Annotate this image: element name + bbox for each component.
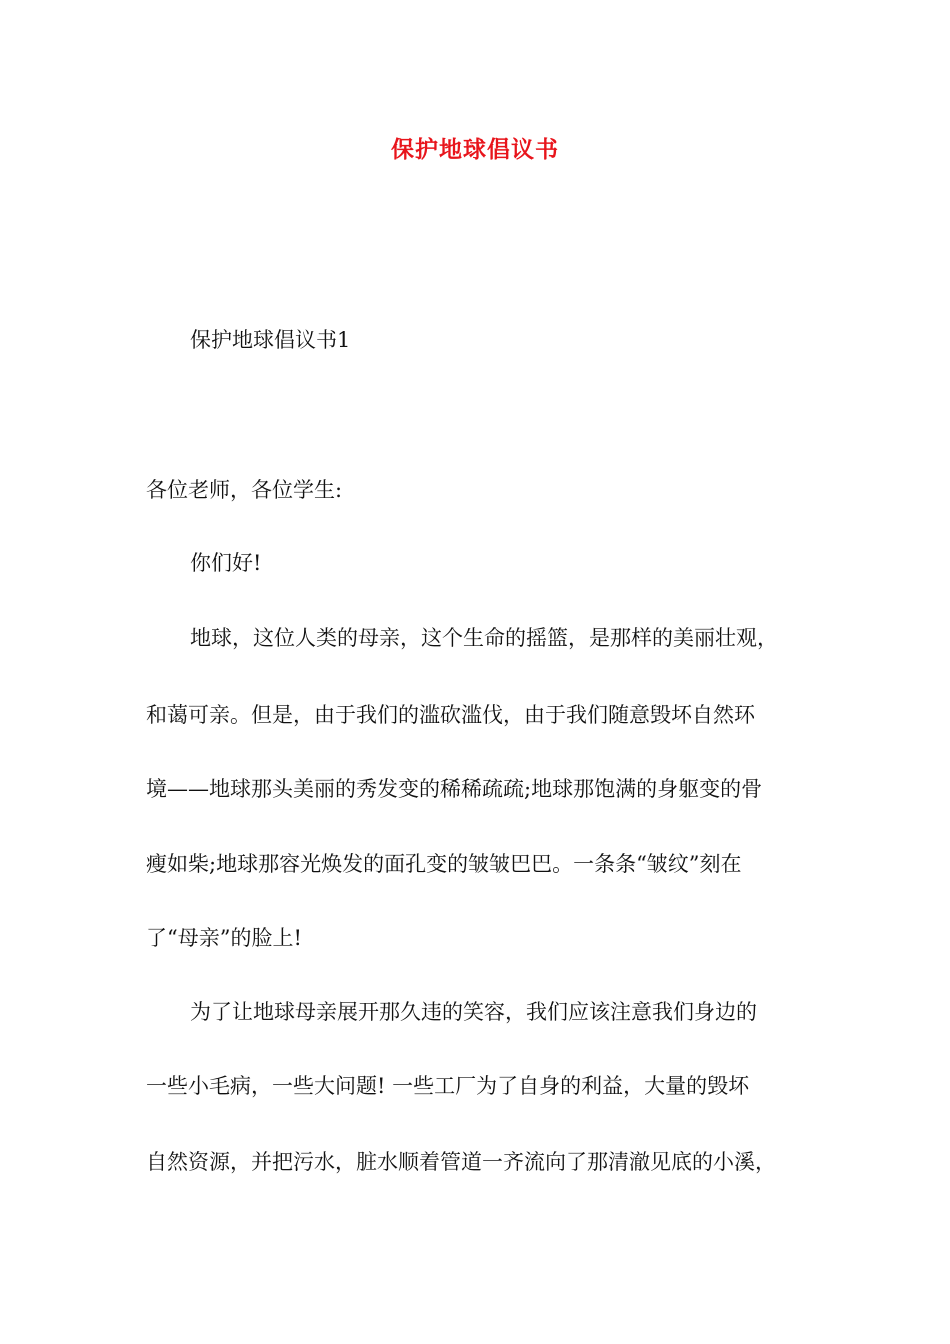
paragraph-line: 了“母亲”的脸上! [146, 926, 302, 950]
paragraph-line: 瘦如柴;地球那容光焕发的面孔变的皱皱巴巴。一条条“皱纹”刻在 [146, 852, 742, 876]
salutation: 各位老师，各位学生: [146, 478, 343, 502]
paragraph-line: 和蔼可亲。但是，由于我们的滥砍滥伐，由于我们随意毁坏自然环 [146, 703, 755, 727]
paragraph-line: 地球，这位人类的母亲，这个生命的摇篮，是那样的美丽壮观， [190, 626, 778, 650]
paragraph-line: 自然资源，并把污水，脏水顺着管道一齐流向了那清澈见底的小溪， [146, 1150, 776, 1174]
greeting: 你们好! [190, 551, 262, 575]
document-title: 保护地球倡议书 [391, 136, 559, 163]
paragraph-line: 境——地球那头美丽的秀发变的稀稀疏疏;地球那饱满的身躯变的骨 [146, 777, 763, 801]
paragraph-line: 为了让地球母亲展开那久违的笑容，我们应该注意我们身边的 [190, 1000, 757, 1024]
paragraph-line: 一些小毛病，一些大问题! 一些工厂为了自身的利益，大量的毁坏 [146, 1074, 750, 1098]
section-heading: 保护地球倡议书1 [190, 328, 351, 352]
